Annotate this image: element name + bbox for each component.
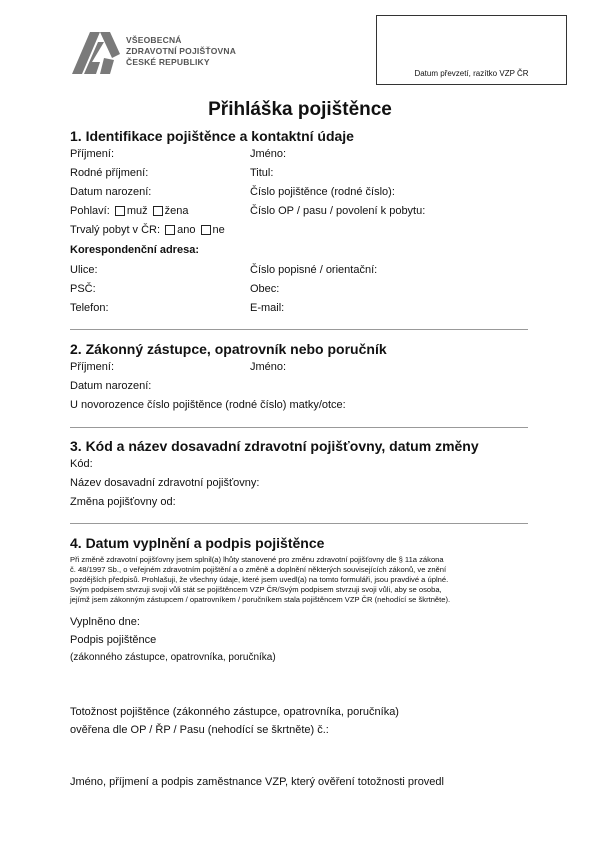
guardian-surname-field[interactable]: Příjmení: bbox=[70, 361, 115, 373]
org-line: VŠEOBECNÁ bbox=[126, 35, 182, 45]
guardian-first-name-field[interactable]: Jméno: bbox=[250, 361, 287, 373]
section1-heading: 1. Identifikace pojištěnce a kontaktní údaje bbox=[70, 128, 354, 144]
section3-heading: 3. Kód a název dosavadní zdravotní pojišťovny, datum změny bbox=[70, 438, 479, 454]
sex-female-label: žena bbox=[164, 205, 189, 217]
org-line: ČESKÉ REPUBLIKY bbox=[126, 57, 210, 67]
org-line: ZDRAVOTNÍ POJIŠŤOVNA bbox=[126, 46, 237, 56]
residence-no-checkbox[interactable] bbox=[201, 225, 211, 235]
birth-date-field[interactable]: Datum narození: bbox=[70, 186, 152, 198]
residence-label: Trvalý pobyt v ČR: bbox=[70, 224, 161, 236]
insurer-change-date-field[interactable]: Změna pojišťovny od: bbox=[70, 496, 176, 508]
insurance-number-field[interactable]: Číslo pojištěnce (rodné číslo): bbox=[250, 186, 395, 198]
filled-date-field[interactable]: Vyplněno dne: bbox=[70, 616, 140, 628]
sex-male-label: muž bbox=[126, 205, 148, 217]
sex-label: Pohlaví: bbox=[70, 205, 110, 217]
vzp-logo-icon bbox=[70, 28, 122, 76]
surname-field[interactable]: Příjmení: bbox=[70, 148, 115, 160]
city-field[interactable]: Obec: bbox=[250, 283, 280, 295]
previous-insurer-code-field[interactable]: Kód: bbox=[70, 458, 93, 470]
residence-no-label: ne bbox=[212, 224, 225, 236]
legal-declaration bbox=[70, 555, 540, 605]
legal-line: pozdějších předpisů. Prohlašuji, že všechny údaje, které jsem uvedl(a) na tomto formuláři, jsou pravdivé a úplné. bbox=[70, 575, 449, 584]
section2-heading: 2. Zákonný zástupce, opatrovník nebo poručník bbox=[70, 341, 387, 357]
organization-name bbox=[126, 35, 236, 68]
street-field[interactable]: Ulice: bbox=[70, 264, 98, 276]
residence-yes-checkbox[interactable] bbox=[165, 225, 175, 235]
signature-field[interactable]: Podpis pojištěnce bbox=[70, 634, 157, 646]
page-title: Přihláška pojištěnce bbox=[208, 99, 392, 120]
residence-row bbox=[70, 224, 225, 237]
newborn-parent-number-field[interactable]: U novorozence číslo pojištěnce (rodné číslo) matky/otce: bbox=[70, 399, 346, 411]
phone-field[interactable]: Telefon: bbox=[70, 302, 109, 314]
email-field[interactable]: E-mail: bbox=[250, 302, 285, 314]
first-name-field[interactable]: Jméno: bbox=[250, 148, 287, 160]
legal-line: č. 48/1997 Sb., o veřejném zdravotním pojištění a o změně a doplnění některých souvisejících zákonů, ve znění bbox=[70, 565, 447, 574]
birth-surname-field[interactable]: Rodné příjmení: bbox=[70, 167, 149, 179]
legal-line: jejímž jsem zákonným zástupcem / opatrovníkem / poručníkem stala pojištěncem VZP ČR (nehodící se škrtněte). bbox=[70, 595, 451, 604]
identity-verification-line1: Totožnost pojištěnce (zákonného zástupce, opatrovníka, poručníka) bbox=[70, 706, 399, 718]
sex-female-checkbox[interactable] bbox=[153, 206, 163, 216]
divider bbox=[70, 329, 528, 330]
signature-note: (zákonného zástupce, opatrovníka, poručníka) bbox=[70, 652, 276, 663]
residence-yes-label: ano bbox=[177, 224, 196, 236]
legal-line: Při změně zdravotní pojišťovny jsem splnil(a) lhůty stanovené pro změnu zdravotní pojišťovny dle § 11a zákona bbox=[70, 555, 444, 564]
sex-row bbox=[70, 205, 189, 218]
section4-heading: 4. Datum vyplnění a podpis pojištěnce bbox=[70, 535, 325, 551]
employee-signature-field[interactable]: Jméno, příjmení a podpis zaměstnance VZP, který ověření totožnosti provedl bbox=[70, 776, 444, 788]
postcode-field[interactable]: PSČ: bbox=[70, 283, 96, 295]
stamp-label: Datum převzetí, razítko VZP ČR bbox=[414, 69, 529, 78]
sex-male-checkbox[interactable] bbox=[115, 206, 125, 216]
legal-line: Svým podpisem stvrzuji svoji vůli stát se pojištěncem VZP ČR/Svým podpisem stvrzuji svoji vůli, aby se osoba, bbox=[70, 585, 442, 594]
house-number-field[interactable]: Číslo popisné / orientační: bbox=[250, 264, 378, 276]
divider bbox=[70, 523, 528, 524]
degree-field[interactable]: Titul: bbox=[250, 167, 274, 179]
id-number-field[interactable]: Číslo OP / pasu / povolení k pobytu: bbox=[250, 205, 426, 217]
divider bbox=[70, 427, 528, 428]
address-heading: Korespondenční adresa: bbox=[70, 244, 199, 256]
guardian-birth-date-field[interactable]: Datum narození: bbox=[70, 380, 152, 392]
identity-verification-field[interactable]: ověřena dle OP / ŘP / Pasu (nehodící se škrtněte) č.: bbox=[70, 724, 329, 736]
previous-insurer-name-field[interactable]: Název dosavadní zdravotní pojišťovny: bbox=[70, 477, 260, 489]
